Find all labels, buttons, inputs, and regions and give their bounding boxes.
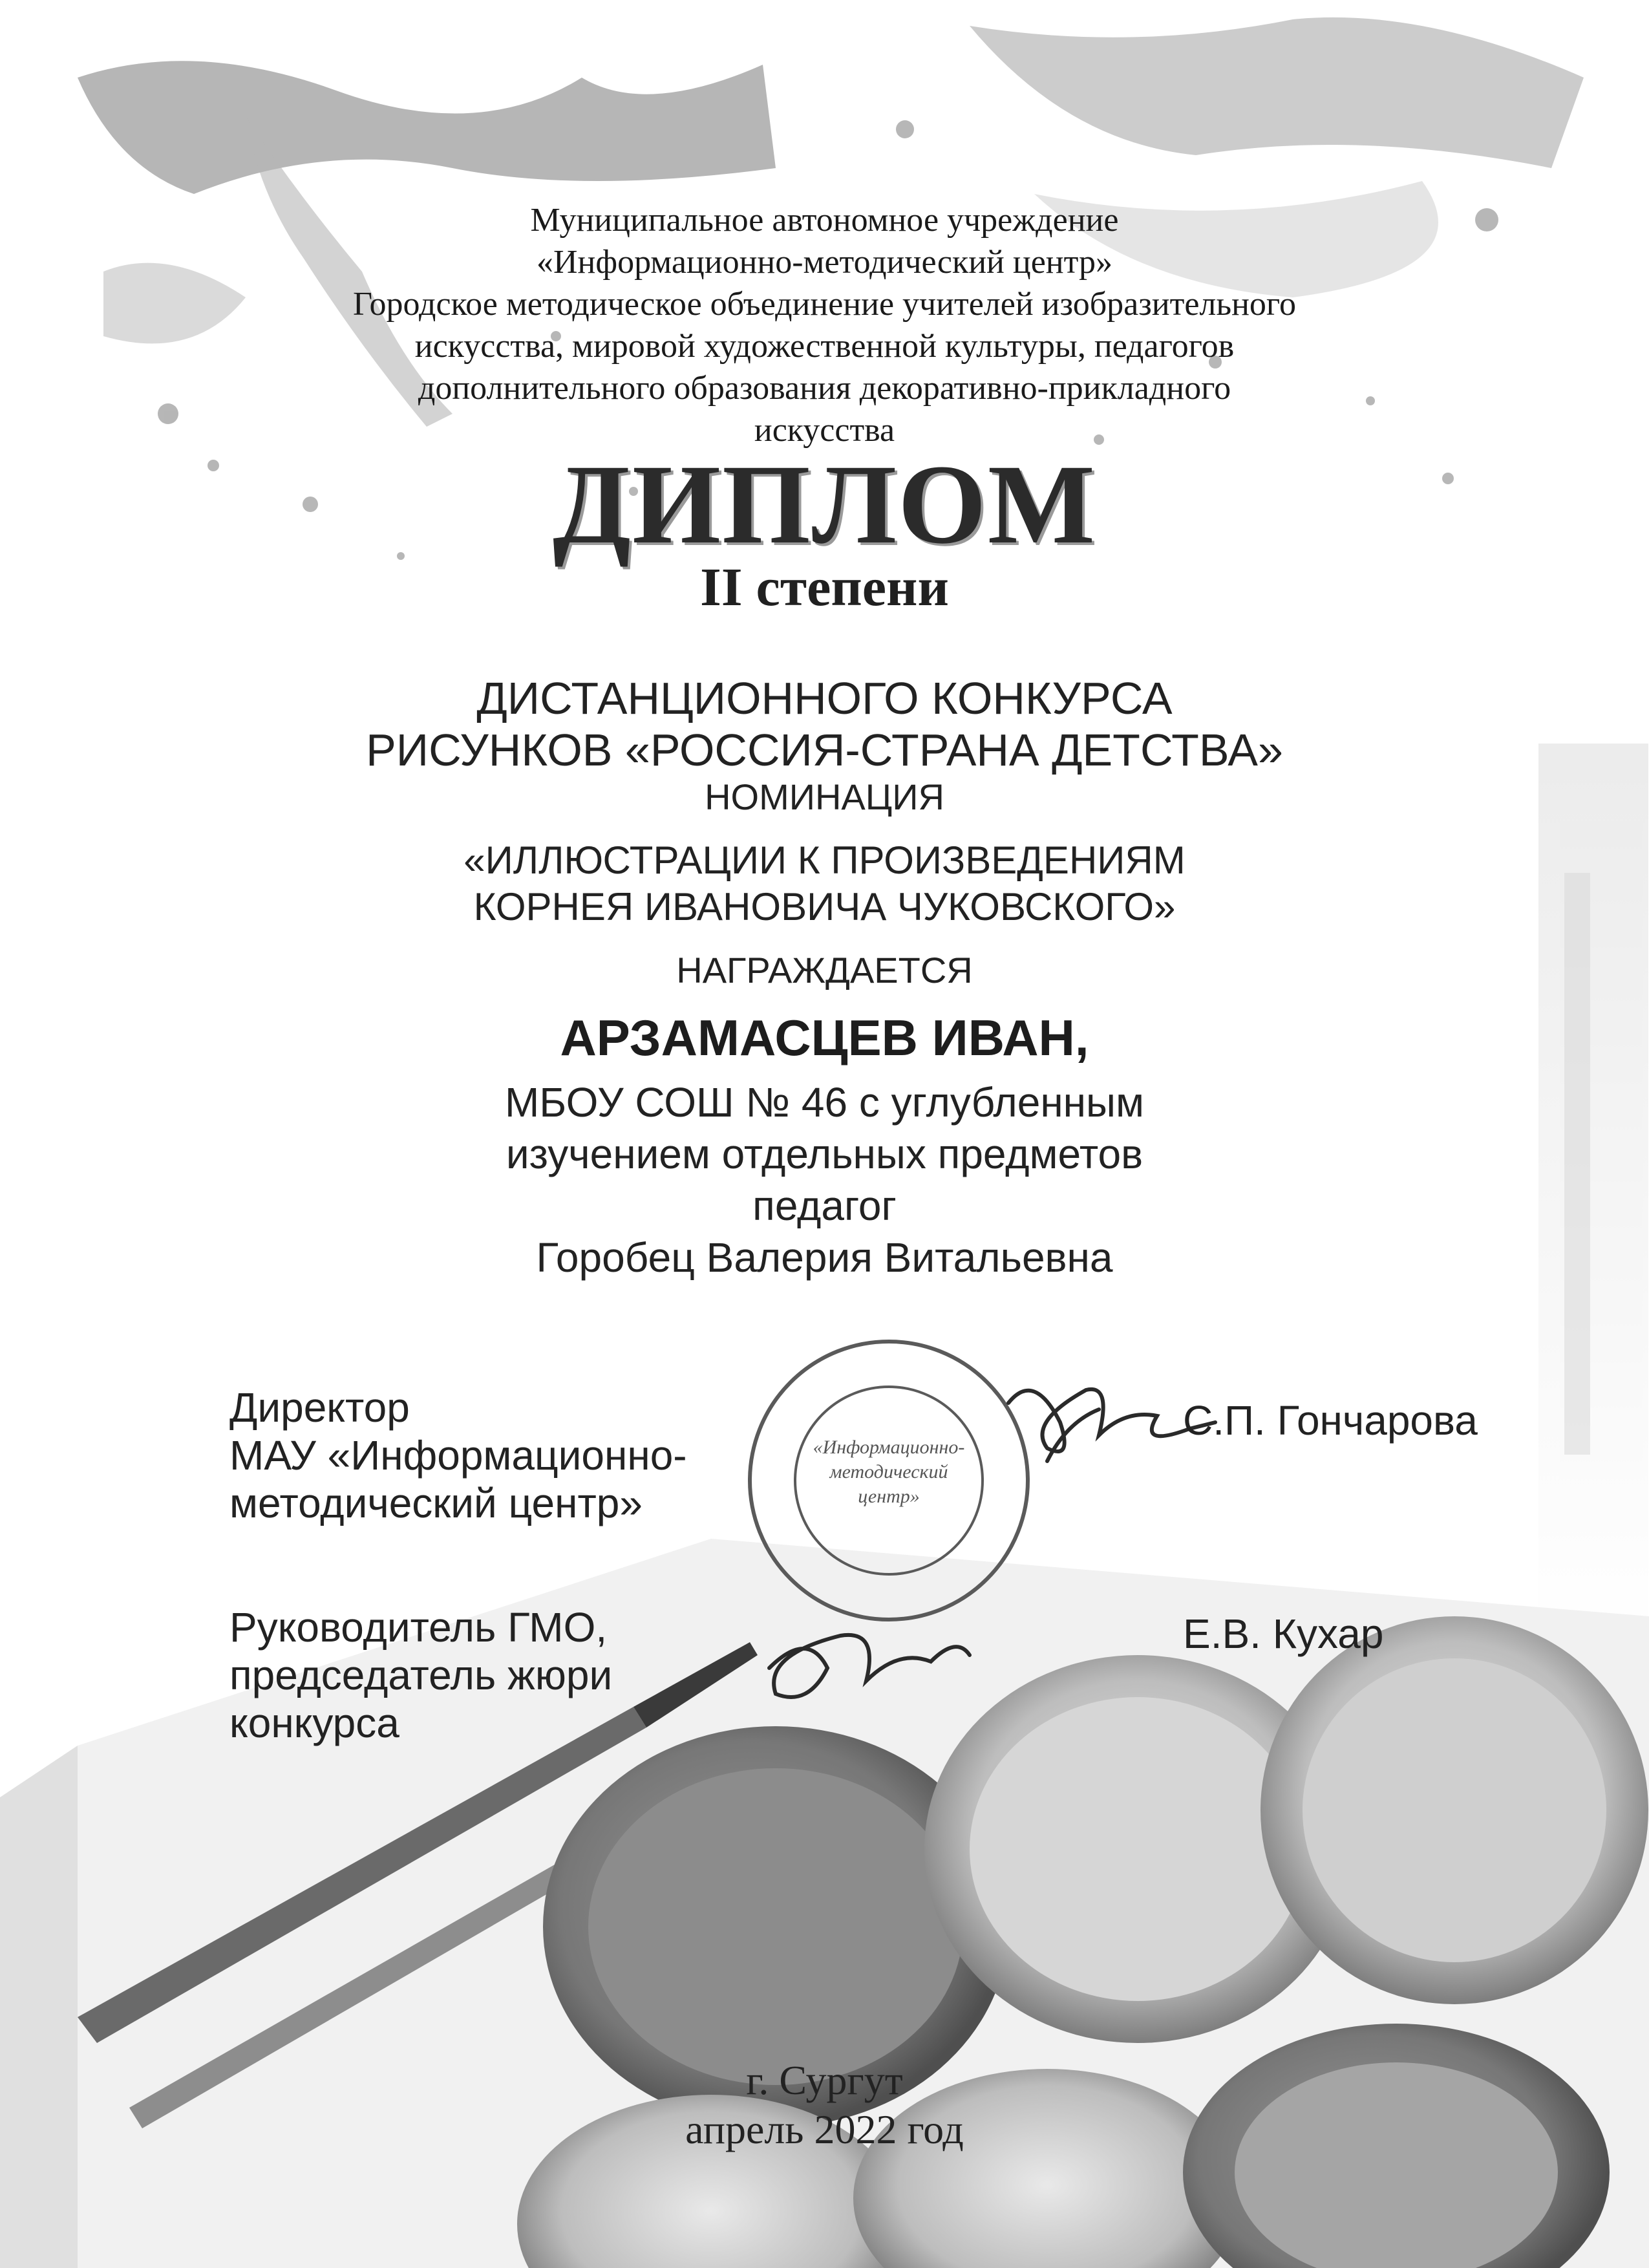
stamp-inner-text (760, 1435, 1018, 1509)
footer (0, 2056, 1649, 2154)
organization-header (0, 199, 1649, 451)
awarded-label: НАГРАЖДАЕТСЯ (676, 950, 973, 990)
jury-head-name: Е.В. Кухар (1183, 1610, 1384, 1657)
nomination-line: КОРНЕЯ ИВАНОВИЧА ЧУКОВСКОГО» (473, 885, 1176, 928)
contest-line: ДИСТАНЦИОННОГО КОНКУРСА (476, 673, 1173, 723)
jury-head-line: председатель жюри (229, 1652, 613, 1698)
awardee-details (0, 1076, 1649, 1283)
teacher-name: Горобец Валерия Витальевна (536, 1234, 1113, 1281)
director-line: МАУ «Информационно- (229, 1432, 687, 1479)
jury-head-title (229, 1603, 612, 1747)
organization-line: «Информационно-методический центр» (537, 244, 1112, 281)
contest-line: РИСУНКОВ «РОССИЯ-СТРАНА ДЕТСТВА» (366, 725, 1283, 775)
director-name: С.П. Гончарова (1183, 1397, 1478, 1444)
stamp-line: центр» (858, 1486, 920, 1507)
organization-line: Городское методическое объединение учителей изобразительного (353, 286, 1296, 323)
director-line: Директор (229, 1384, 410, 1431)
contest-name (0, 672, 1649, 776)
teacher-label: педагог (752, 1182, 897, 1229)
diploma-title: ДИПЛОМ (552, 442, 1097, 568)
stamp-line: «Информационно- (813, 1437, 965, 1458)
nomination-title (0, 837, 1649, 930)
awardee-name: АРЗАМАСЦЕВ ИВАН, (560, 1009, 1089, 1066)
jury-head-line: Руководитель ГМО, (229, 1604, 608, 1651)
nomination-line: «ИЛЛЮСТРАЦИИ К ПРОИЗВЕДЕНИЯМ (463, 839, 1186, 882)
organization-line: искусства (754, 412, 895, 449)
school-line: изучением отдельных предметов (505, 1131, 1144, 1177)
director-line: методический центр» (229, 1480, 643, 1526)
jury-head-line: конкурса (229, 1700, 399, 1746)
director-title (229, 1384, 687, 1527)
organization-line: искусства, мировой художественной культуры, педагогов (414, 328, 1235, 365)
diploma-degree: II степени (700, 557, 949, 617)
nomination-label: НОМИНАЦИЯ (705, 776, 944, 817)
footer-date: апрель 2022 год (685, 2106, 964, 2152)
stamp-line: методический (829, 1461, 948, 1482)
organization-line: Муниципальное автономное учреждение (530, 202, 1119, 239)
organization-line: дополнительного образования декоративно-прикладного (418, 370, 1231, 407)
school-line: МБОУ СОШ № 46 с углубленным (504, 1079, 1145, 1126)
footer-city: г. Сургут (746, 2057, 903, 2103)
